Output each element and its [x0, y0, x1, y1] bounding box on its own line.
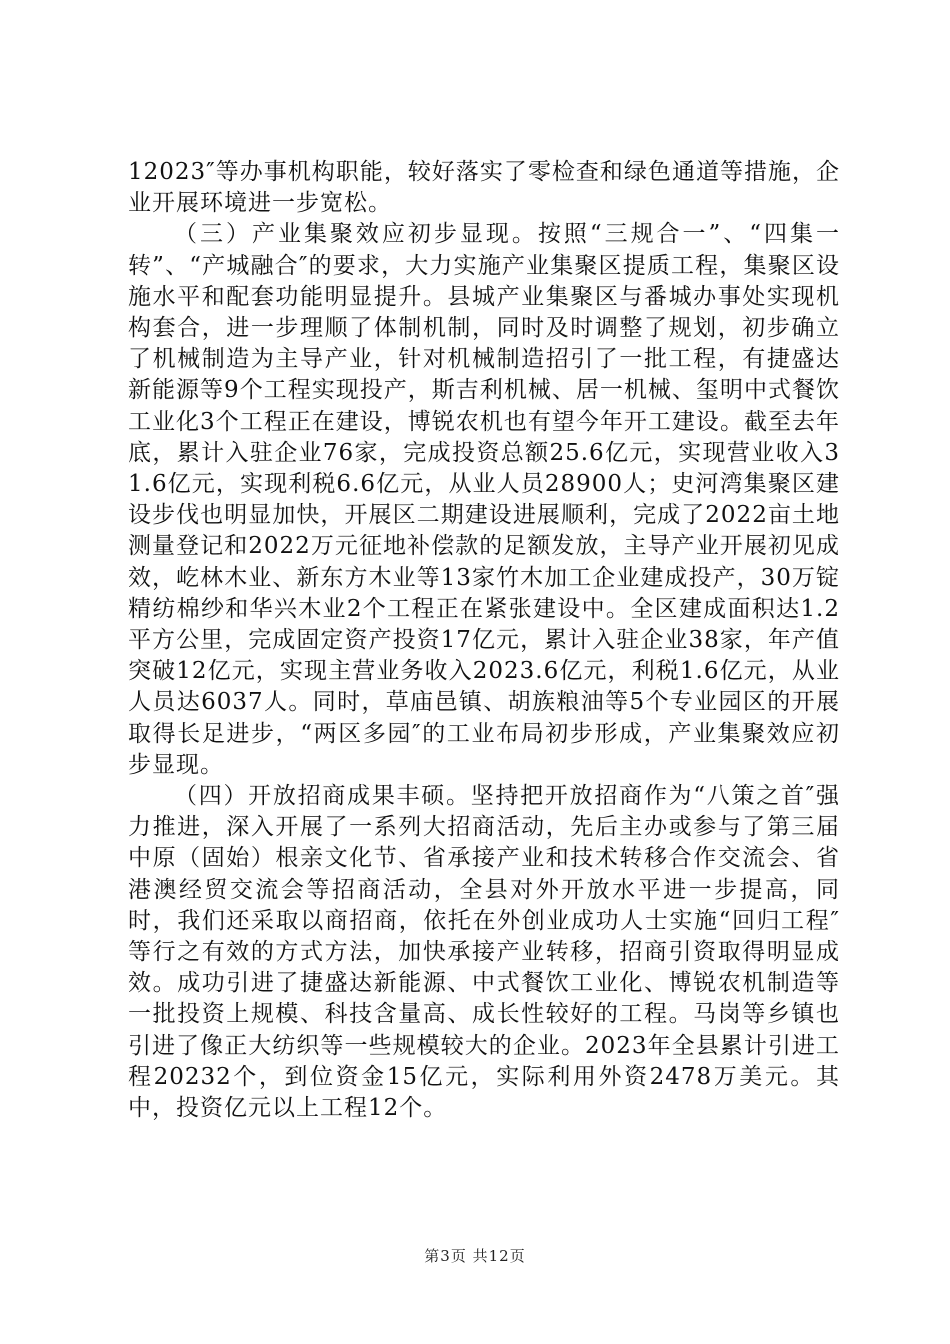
paragraph-investment-promotion: （四）开放招商成果丰硕。坚持把开放招商作为“八策之首″强力推进，深入开展了一系列大招商活动，先后主办或参与了第三届中原（固始）根亲文化节、省承接产业和技术转移合作交流会、省港澳经贸交流会等招商活动，全县对外开放水平进一步提高，同时，我们还采取以商招商，依托在外创业成功人士实施“回归工程″等行之有效的方式方法，加快承接产业转移，招商引资取得明显成效。成功引进了捷盛达新能源、中式餐饮工业化、博锐农机制造等一批投资上规模、科技含量高、成长性较好的工程。马岗等乡镇也引进了像正大纺织等一些规模较大的企业。2023年全县累计引进工程20232个，到位资金15亿元，实际利用外资2478万美元。其中，投资亿元以上工程12个。: [128, 783, 840, 1122]
paragraph-industry-cluster: （三）产业集聚效应初步显现。按照“三规合一”、“四集一转”、“产城融合″的要求，大力实施产业集聚区提质工程，集聚区设施水平和配套功能明显提升。县城产业集聚区与番城办事处实现机构套合，进一步理顺了体制机制，同时及时调整了规划，初步确立了机械制造为主导产业，针对机械制造招引了一批工程，有捷盛达新能源等9个工程实现投产，斯吉利机械、居一机械、玺明中式餐饮工业化3个工程正在建设，博锐农机也有望今年开工建设。截至去年底，累计入驻企业76家，完成投资总额25.6亿元，实现营业收入31.6亿元，实现利税6.6亿元，从业人员28900人；史河湾集聚区建设步伐也明显加快，开展区二期建设进展顺利，完成了2022亩土地测量登记和2022万元征地补偿款的足额发放，主导产业开展初见成效，屹林木业、新东方木业等13家竹木加工企业建成投产，30万锭精纺棉纱和华兴木业2个工程正在紧张建设中。全区建成面积达1.2平方公里，完成固定资产投资17亿元，累计入驻企业38家，年产值突破12亿元，实现主营业务收入2023.6亿元，利税1.6亿元，从业人员达6037人。同时，草庙邑镇、胡族粮油等5个专业园区的开展取得长足进步，“两区多园″的工业布局初步形成，产业集聚效应初步显现。: [128, 221, 840, 778]
paragraph-continuation: 12023″等办事机构职能，较好落实了零检查和绿色通道等措施，企业开展环境进一步宽松。: [128, 159, 840, 217]
body-text: [128, 157, 840, 1124]
page-number-footer: 第3页 共12页: [424, 1247, 526, 1265]
